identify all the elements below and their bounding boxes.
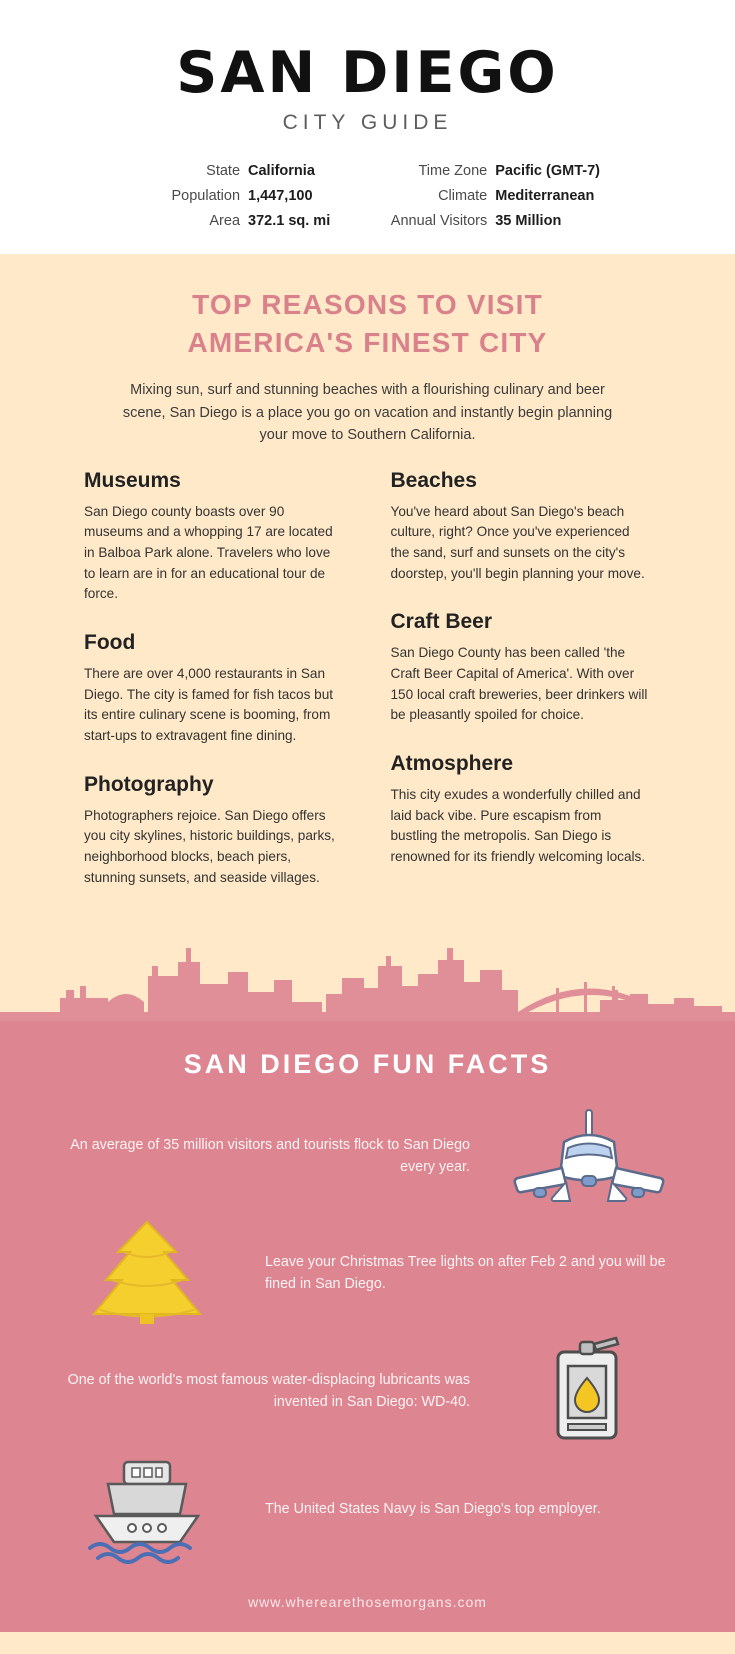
fun-facts-heading: SAN DIEGO FUN FACTS <box>183 1049 552 1080</box>
fact-row <box>382 186 600 207</box>
reasons-columns <box>26 469 709 915</box>
airplane-icon <box>486 1106 691 1206</box>
page-subtitle: CITY GUIDE <box>282 110 453 134</box>
reason-title: Museums <box>84 468 181 492</box>
header-facts-right <box>382 161 600 232</box>
fun-fact-text: Leave your Christmas Tree lights on after Feb 2 and you will be fined in San Diego. <box>265 1254 666 1293</box>
oil-can-icon <box>486 1336 691 1446</box>
fact-value: Pacific (GMT-7) <box>495 162 600 179</box>
fun-fact-row <box>0 1214 735 1332</box>
reason-title: Craft Beer <box>390 610 493 634</box>
fact-row <box>135 211 330 232</box>
reason-title: Photography <box>84 772 214 796</box>
header <box>0 0 735 254</box>
reasons-section <box>0 254 735 915</box>
fact-row <box>382 161 600 182</box>
reasons-intro: Mixing sun, surf and stunning beaches with a flourishing culinary and beer scene, San Diego is a place you go on vacation and instantly begin planning your move to Southern California. <box>122 382 613 444</box>
reason-body: San Diego County has been called 'the Craft Beer Capital of America'. With over 150 local craft breweries, beer drinkers will be pleasantly spoiled for choice. <box>390 645 648 723</box>
fact-value: 372.1 sq. mi <box>248 212 331 229</box>
fact-label: Climate <box>438 187 488 204</box>
header-facts-left <box>135 161 330 232</box>
fact-value: California <box>248 162 315 179</box>
christmas-tree-icon <box>44 1218 249 1328</box>
reasons-heading-line2: AMERICA'S FINEST CITY <box>187 326 548 358</box>
fact-row <box>135 186 330 207</box>
fact-row <box>382 211 600 232</box>
reason-body: There are over 4,000 restaurants in San Diego. The city is famed for fish tacos but its entire culinary scene is booming, from start-ups to extravagent fine dining. <box>84 666 334 743</box>
reason-block <box>391 469 652 585</box>
reason-block <box>84 773 345 889</box>
fact-label: State <box>206 162 241 179</box>
reason-title: Food <box>84 631 136 655</box>
page-title: SAN DIEGO <box>176 40 559 106</box>
fact-value: 35 Million <box>495 212 562 229</box>
reasons-column-left <box>84 469 345 915</box>
reasons-heading <box>26 286 709 362</box>
reason-block <box>391 610 652 726</box>
reason-body: You've heard about San Diego's beach culture, right? Once you've experienced the sand, surf and sunsets on the city's doorstep, you'll begin planning your move. <box>390 503 645 581</box>
fact-value: Mediterranean <box>495 187 595 204</box>
header-facts <box>20 161 715 232</box>
reason-block <box>84 631 345 747</box>
city-skyline-illustration <box>0 916 735 1021</box>
reasons-column-right <box>391 469 652 915</box>
fact-value: 1,447,100 <box>248 187 313 204</box>
reason-title: Atmosphere <box>390 751 514 775</box>
fun-fact-text: An average of 35 million visitors and tourists flock to San Diego every year. <box>70 1137 470 1176</box>
fact-label: Population <box>171 187 241 204</box>
fun-fact-row <box>0 1332 735 1450</box>
reason-block <box>391 752 652 868</box>
ship-icon <box>44 1454 249 1564</box>
fun-facts-section <box>0 1021 735 1632</box>
fun-fact-text: One of the world's most famous water-displacing lubricants was invented in San Diego: WD-40. <box>67 1372 470 1411</box>
fact-label: Time Zone <box>418 162 488 179</box>
fact-label: Area <box>209 212 241 229</box>
fun-fact-row <box>0 1098 735 1214</box>
fun-fact-row <box>0 1450 735 1568</box>
reason-title: Beaches <box>390 468 477 492</box>
reason-body: Photographers rejoice. San Diego offers you city skylines, historic buildings, parks, neighborhood blocks, beach piers, stunning sunsets, and seaside villages. <box>84 807 335 885</box>
reason-body: This city exudes a wonderfully chilled and laid back vibe. Pure escapism from bustling the metropolis. San Diego is renowned for its friendly welcoming locals. <box>390 786 646 864</box>
fun-fact-text: The United States Navy is San Diego's top employer. <box>265 1501 601 1518</box>
reasons-heading-line1: TOP REASONS TO VISIT <box>192 288 543 320</box>
reason-body: San Diego county boasts over 90 museums and a whopping 17 are located in Balboa Park alone. Travelers who love to learn are in for an educational tour de force. <box>84 503 333 602</box>
footer-url[interactable]: www.wherearethosemorgans.com <box>248 1594 487 1611</box>
fact-label: Annual Visitors <box>390 212 488 229</box>
fact-row <box>135 161 330 182</box>
reason-block <box>84 469 345 605</box>
